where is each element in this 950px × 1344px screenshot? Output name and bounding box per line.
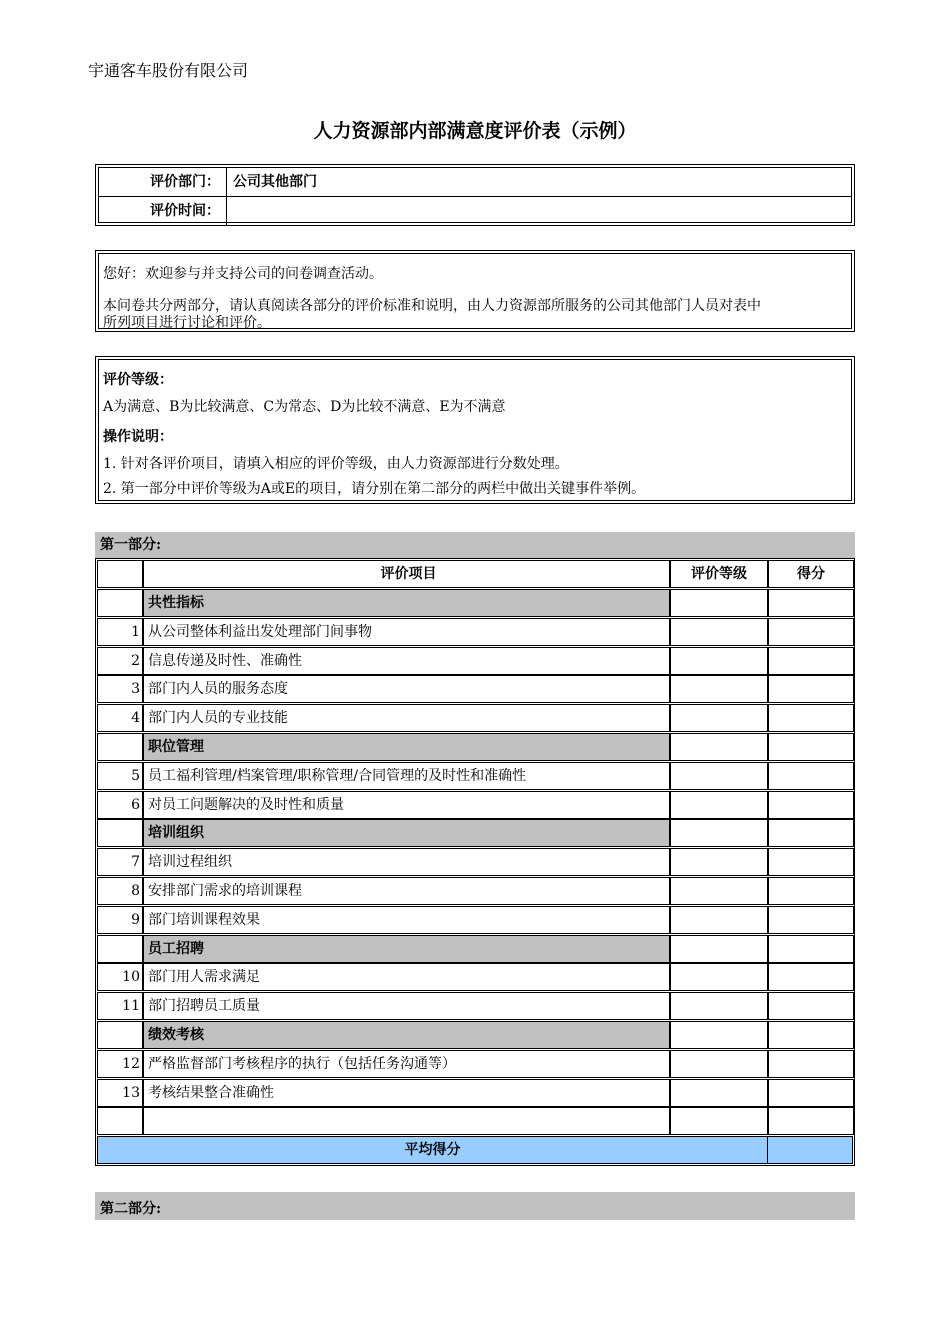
average-label: 平均得分 bbox=[97, 1136, 768, 1164]
score-cell[interactable] bbox=[768, 877, 854, 905]
operation-title: 操作说明： bbox=[103, 429, 173, 445]
item-label bbox=[143, 1107, 670, 1135]
item-label: 部门内人员的服务态度 bbox=[143, 675, 670, 703]
grade-cell[interactable] bbox=[670, 1050, 768, 1078]
category-label: 共性指标 bbox=[143, 589, 670, 617]
page-title: 人力资源部内部满意度评价表（示例） bbox=[313, 120, 637, 142]
row-number: 6 bbox=[97, 791, 143, 819]
item-label: 部门用人需求满足 bbox=[143, 963, 670, 991]
item-label: 严格监督部门考核程序的执行（包括任务沟通等） bbox=[143, 1050, 670, 1078]
row-number: 10 bbox=[97, 963, 143, 991]
score-cell[interactable] bbox=[768, 1021, 854, 1049]
score-cell[interactable] bbox=[768, 963, 854, 991]
row-number bbox=[97, 935, 143, 963]
row-number bbox=[97, 819, 143, 847]
score-cell[interactable] bbox=[768, 704, 854, 732]
item-label: 对员工问题解决的及时性和质量 bbox=[143, 791, 670, 819]
intro-box bbox=[95, 250, 855, 332]
grade-cell[interactable] bbox=[670, 992, 768, 1020]
row-number bbox=[97, 589, 143, 617]
score-cell[interactable] bbox=[768, 935, 854, 963]
grade-cell[interactable] bbox=[670, 704, 768, 732]
dept-row bbox=[99, 168, 851, 197]
score-cell[interactable] bbox=[768, 906, 854, 934]
grade-cell[interactable] bbox=[670, 791, 768, 819]
item-label: 部门招聘员工质量 bbox=[143, 992, 670, 1020]
score-cell[interactable] bbox=[768, 733, 854, 761]
grade-cell[interactable] bbox=[670, 762, 768, 790]
category-label: 培训组织 bbox=[143, 819, 670, 847]
row-number: 1 bbox=[97, 618, 143, 646]
score-cell[interactable] bbox=[768, 1107, 854, 1135]
category-label: 绩效考核 bbox=[143, 1021, 670, 1049]
item-label: 从公司整体利益出发处理部门间事物 bbox=[143, 618, 670, 646]
score-cell[interactable] bbox=[768, 762, 854, 790]
row-number: 8 bbox=[97, 877, 143, 905]
score-cell[interactable] bbox=[768, 618, 854, 646]
grade-cell[interactable] bbox=[670, 589, 768, 617]
header-item: 评价项目 bbox=[143, 560, 670, 588]
grade-cell[interactable] bbox=[670, 618, 768, 646]
item-label: 部门内人员的专业技能 bbox=[143, 704, 670, 732]
item-label: 安排部门需求的培训课程 bbox=[143, 877, 670, 905]
grade-title: 评价等级： bbox=[103, 372, 173, 388]
score-cell[interactable] bbox=[768, 675, 854, 703]
evaluation-table bbox=[95, 558, 855, 1166]
grade-cell[interactable] bbox=[670, 1021, 768, 1049]
row-number: 13 bbox=[97, 1079, 143, 1107]
header-num bbox=[97, 560, 143, 588]
row-number bbox=[97, 1107, 143, 1135]
score-cell[interactable] bbox=[768, 1079, 854, 1107]
time-row bbox=[99, 197, 851, 225]
grade-cell[interactable] bbox=[670, 935, 768, 963]
grade-cell[interactable] bbox=[670, 906, 768, 934]
operation-step-2: 2. 第一部分中评价等级为A或E的项目，请分别在第二部分的两栏中做出关键事件举例。 bbox=[103, 481, 646, 497]
row-number: 9 bbox=[97, 906, 143, 934]
dept-label: 评价部门： bbox=[99, 168, 227, 196]
row-number bbox=[97, 733, 143, 761]
score-cell[interactable] bbox=[768, 992, 854, 1020]
score-cell[interactable] bbox=[768, 647, 854, 675]
grade-cell[interactable] bbox=[670, 1107, 768, 1135]
grade-text: A为满意、B为比较满意、C为常态、D为比较不满意、E为不满意 bbox=[103, 399, 506, 415]
company-name: 宇通客车股份有限公司 bbox=[88, 61, 249, 80]
item-label: 考核结果整合准确性 bbox=[143, 1079, 670, 1107]
intro-line-2a: 本问卷共分两部分，请认真阅读各部分的评价标准和说明，由人力资源部所服务的公司其他部门人员对表中 bbox=[103, 298, 761, 314]
average-score[interactable] bbox=[767, 1136, 853, 1164]
item-label: 部门培训课程效果 bbox=[143, 906, 670, 934]
grade-cell[interactable] bbox=[670, 733, 768, 761]
category-label: 职位管理 bbox=[143, 733, 670, 761]
item-label: 信息传递及时性、准确性 bbox=[143, 647, 670, 675]
category-label: 员工招聘 bbox=[143, 935, 670, 963]
score-cell[interactable] bbox=[768, 1050, 854, 1078]
part-one-header: 第一部分: bbox=[95, 532, 855, 558]
row-number: 7 bbox=[97, 848, 143, 876]
evaluation-info-box bbox=[95, 164, 855, 226]
row-number: 11 bbox=[97, 992, 143, 1020]
grade-cell[interactable] bbox=[670, 1079, 768, 1107]
intro-line-1: 您好：欢迎参与并支持公司的问卷调查活动。 bbox=[103, 266, 383, 282]
operation-step-1: 1. 针对各评价项目，请填入相应的评价等级，由人力资源部进行分数处理。 bbox=[103, 456, 569, 472]
header-grade: 评价等级 bbox=[670, 560, 768, 588]
score-cell[interactable] bbox=[768, 848, 854, 876]
row-number: 2 bbox=[97, 647, 143, 675]
score-cell[interactable] bbox=[768, 819, 854, 847]
row-number: 4 bbox=[97, 704, 143, 732]
intro-line-2b: 所列项目进行讨论和评价。 bbox=[103, 315, 271, 331]
row-number: 3 bbox=[97, 675, 143, 703]
item-label: 员工福利管理/档案管理/职称管理/合同管理的及时性和准确性 bbox=[143, 762, 670, 790]
grade-cell[interactable] bbox=[670, 647, 768, 675]
row-number bbox=[97, 1021, 143, 1049]
grade-cell[interactable] bbox=[670, 848, 768, 876]
score-cell[interactable] bbox=[768, 791, 854, 819]
average-row bbox=[97, 1136, 853, 1164]
grade-cell[interactable] bbox=[670, 963, 768, 991]
grade-cell[interactable] bbox=[670, 675, 768, 703]
part-two-header: 第二部分: bbox=[95, 1192, 855, 1220]
score-cell[interactable] bbox=[768, 589, 854, 617]
row-number: 12 bbox=[97, 1050, 143, 1078]
header-score: 得分 bbox=[768, 560, 854, 588]
item-label: 培训过程组织 bbox=[143, 848, 670, 876]
dept-value[interactable]: 公司其他部门 bbox=[233, 174, 317, 190]
row-number: 5 bbox=[97, 762, 143, 790]
instructions-box bbox=[95, 356, 855, 504]
time-label: 评价时间： bbox=[99, 197, 227, 225]
grade-cell[interactable] bbox=[670, 819, 768, 847]
grade-cell[interactable] bbox=[670, 877, 768, 905]
